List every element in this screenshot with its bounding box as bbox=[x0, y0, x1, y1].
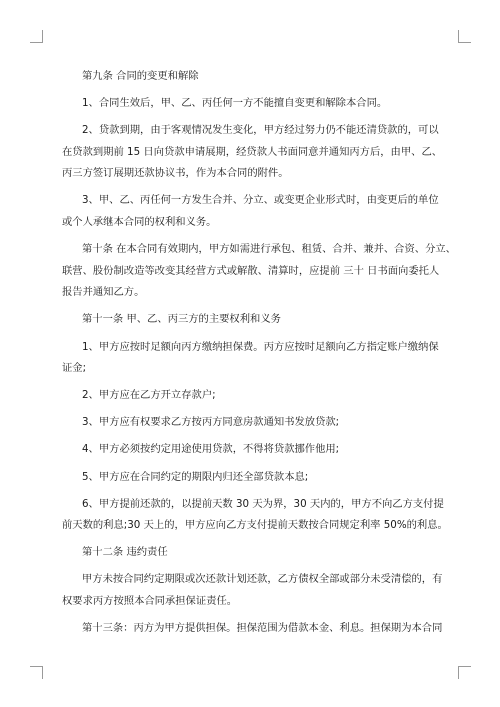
document-line: 1、合同生效后，甲、乙、丙任何一方不能擅自变更和解除本合同。 bbox=[82, 97, 388, 110]
document-line: 5、甲方应在合同约定的期限内归还全部贷款本息; bbox=[82, 470, 309, 483]
document-line: 第十二条 违约责任 bbox=[82, 546, 168, 559]
crop-mark-top-right bbox=[458, 30, 471, 43]
document-line: 联营、股份制改造等改变其经营方式或解散、清算时，应提前 三十 日书面向委托人 bbox=[62, 264, 440, 277]
crop-mark-bottom-right bbox=[458, 666, 471, 679]
document-line: 第十一条 甲、乙、丙三方的主要权利和义务 bbox=[82, 313, 281, 326]
document-line: 报告并通知乙方。 bbox=[62, 286, 145, 299]
document-line: 3、甲、乙、丙任何一方发生合并、分立、或变更企业形式时，由变更后的单位 bbox=[82, 194, 439, 207]
document-line: 1、甲方应按时足额向丙方缴纳担保费。丙方应按时足额向乙方指定账户缴纳保 bbox=[82, 340, 439, 353]
document-line: 丙三方签订展期还款协议书，作为本合同的附件。 bbox=[62, 167, 289, 180]
document-line: 第十三条：丙方为甲方提供担保。担保范围为借款本金、利息。担保期为本合同 bbox=[82, 622, 443, 635]
crop-mark-top-left bbox=[30, 30, 43, 43]
document-line: 3、甲方应有权要求乙方按丙方同意房款通知书发放贷款; bbox=[82, 416, 340, 429]
document-line: 第九条 合同的变更和解除 bbox=[82, 70, 199, 82]
document-line: 前天数的利息;30 天上的，甲方应向乙方支付提前天数按合同规定利率 50%的利息。 bbox=[62, 519, 448, 532]
document-line: 在贷款到期前 15 日向贷款申请展期，经贷款人书面同意并通知丙方后，由甲、乙、 bbox=[62, 145, 443, 158]
document-line: 6、甲方提前还款的，以提前天数 30 天为界，30 天内的，甲方不向乙方支付提 bbox=[82, 497, 444, 510]
document-line: 2、贷款到期，由于客观情况发生变化，甲方经过努力仍不能还清贷款的，可以 bbox=[82, 124, 439, 137]
document-line: 2、甲方应在乙方开立存款户; bbox=[82, 389, 216, 402]
crop-mark-bottom-left bbox=[30, 666, 43, 679]
document-line: 或个人承继本合同的权利和义务。 bbox=[62, 216, 217, 229]
document-line: 权要求丙方按照本合同承担保证责任。 bbox=[62, 594, 238, 607]
document-line: 甲方未按合同约定期限或次还款计划还款，乙方债权全部或部分未受清偿的，有 bbox=[82, 573, 443, 586]
document-line: 第十条 在本合同有效期内，甲方如需进行承包、租赁、合并、兼并、合资、分立、 bbox=[82, 243, 456, 256]
document-line: 4、甲方必须按约定用途使用贷款，不得将贷款挪作他用; bbox=[82, 443, 340, 456]
document-line: 证金; bbox=[62, 362, 87, 375]
document-body bbox=[62, 66, 456, 640]
